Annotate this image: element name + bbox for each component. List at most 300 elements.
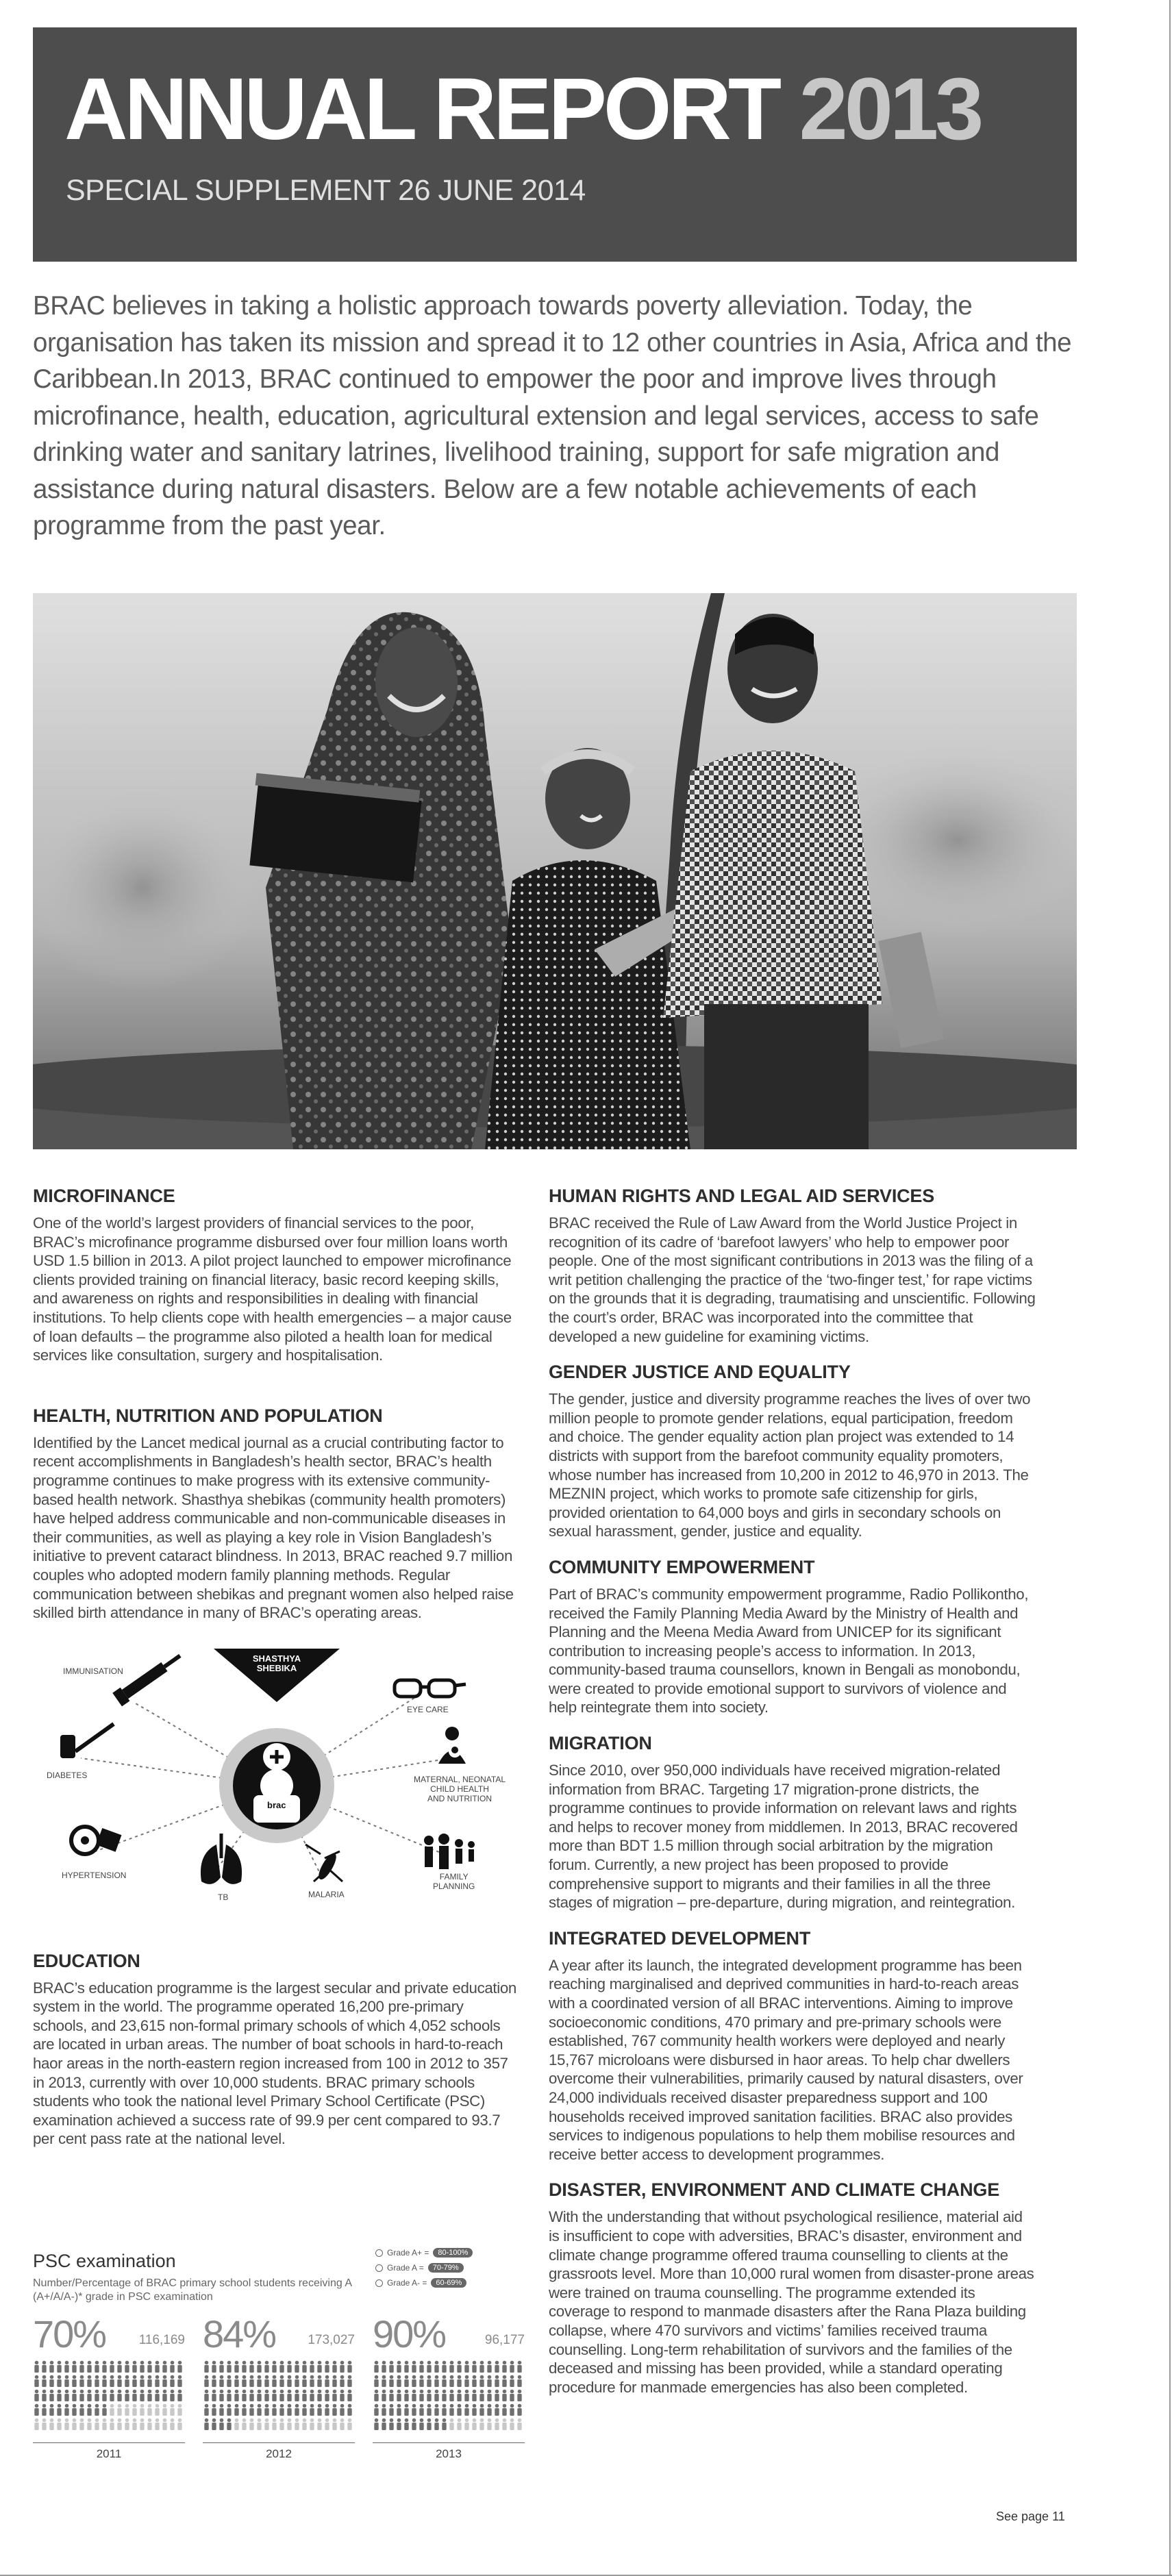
- person-icon-filled: [332, 2390, 336, 2401]
- person-icon-filled: [479, 2390, 484, 2401]
- report-year: 2013: [799, 60, 981, 158]
- person-icon-filled: [310, 2390, 314, 2401]
- person-icon-filled: [340, 2390, 344, 2401]
- person-icon-filled: [219, 2361, 223, 2373]
- person-icon-filled: [325, 2404, 329, 2416]
- person-icon-filled: [272, 2361, 276, 2373]
- legend-range: 80-100%: [433, 2248, 473, 2258]
- person-icon-filled: [132, 2375, 136, 2387]
- person-icon-filled: [310, 2361, 314, 2373]
- person-icon-filled: [279, 2361, 284, 2373]
- person-icon-filled: [79, 2404, 84, 2416]
- person-icon-filled: [317, 2390, 321, 2401]
- person-icon-filled: [102, 2390, 106, 2401]
- person-icon-filled: [57, 2361, 61, 2373]
- person-icon-filled: [302, 2390, 306, 2401]
- psc-year-2011: [33, 2312, 185, 2466]
- health-services-infographic: [33, 1649, 521, 1929]
- human-rights-section: [549, 1185, 1036, 1346]
- person-icon-filled: [442, 2404, 446, 2416]
- person-icon-filled: [302, 2361, 306, 2373]
- disaster-section: [549, 2179, 1036, 2397]
- person-icon-filled: [95, 2390, 99, 2401]
- person-icon-filled: [382, 2390, 386, 2401]
- psc-percent: 90%: [373, 2312, 446, 2355]
- person-icon-filled: [347, 2404, 351, 2416]
- continued-note: See page 11: [996, 2510, 1065, 2523]
- person-icon-filled: [147, 2390, 151, 2401]
- microfinance-section: [33, 1185, 521, 1365]
- person-icon-empty: [177, 2404, 182, 2416]
- person-icon-filled: [487, 2361, 491, 2373]
- person-icon-filled: [457, 2404, 461, 2416]
- psc-year-2012: [203, 2312, 355, 2466]
- left-column: [33, 1185, 521, 2164]
- person-icon-filled: [502, 2375, 506, 2387]
- person-icon-filled: [110, 2361, 114, 2373]
- person-icon-empty: [242, 2418, 246, 2430]
- psc-count: 173,027: [308, 2333, 355, 2347]
- person-icon-filled: [234, 2375, 238, 2387]
- person-icon-filled: [57, 2390, 61, 2401]
- person-icon-filled: [404, 2418, 408, 2430]
- person-icon-filled: [449, 2375, 453, 2387]
- person-icon-filled: [110, 2375, 114, 2387]
- person-icon-filled: [332, 2361, 336, 2373]
- psc-year-label: 2011: [33, 2442, 185, 2461]
- person-icon-filled: [49, 2361, 53, 2373]
- person-icon-empty: [170, 2418, 174, 2430]
- person-icon-filled: [227, 2390, 231, 2401]
- person-icon-empty: [102, 2418, 106, 2430]
- migration-body: Since 2010, over 950,000 individuals have received migration-related information from BRAC. Targeting 17 migration-prone districts, the programme continues to provide information on relevant laws and rights and helps to recover money from middlemen. In 2013, BRAC recovered more than BDT 1.5 million through social arbitration by the migration forum. Currently, a new project has been proposed to provide comprehensive support to migrants and their families in all the three stages of migration – pre-departure, during migration, and reintegration.: [549, 1762, 1018, 1912]
- person-icon-empty: [64, 2418, 68, 2430]
- person-icon-empty: [72, 2418, 76, 2430]
- children-photo: [33, 593, 1077, 1149]
- header-banner: [33, 27, 1077, 262]
- gender-body: The gender, justice and diversity programme reaches the lives of over two million people to promote gender relations, equal participation, freedom and choice. The gender equality action plan project was extended to 14 districts with support from the barefoot community equality promoters, whose number has increased from 10,200 in 2012 to 46,970 in 2013. The MEZNIN project, which works to promote safe citizenship for girls, provided orientation to 64,000 boys and girls in secondary schools on sexual harassment, gender, justice and equality.: [549, 1390, 1031, 1540]
- person-icon-empty: [87, 2418, 91, 2430]
- gender-section: [549, 1361, 1036, 1541]
- person-icon-filled: [389, 2375, 393, 2387]
- person-icon-filled: [257, 2404, 261, 2416]
- person-icon-empty: [347, 2418, 351, 2430]
- person-icon-filled: [279, 2375, 284, 2387]
- person-icon-filled: [510, 2390, 514, 2401]
- person-icon-empty: [34, 2418, 38, 2430]
- person-icon-filled: [397, 2361, 401, 2373]
- person-icon-filled: [412, 2390, 416, 2401]
- person-icon-filled: [242, 2404, 246, 2416]
- person-icon-empty: [155, 2418, 159, 2430]
- human-rights-body: BRAC received the Rule of Law Award from the World Justice Project in recognition of its cadre of ‘barefoot lawyers’ who help to empower poor people. One of the most significant contributions in 2013 was the filing of a writ petition challenging the practice of the ‘two-finger test,’ for rape victims on the grounds that it is degrading, traumatising and unscientific. Following the court’s order, BRAC was incorporated into the committee that developed a new guideline for examining victims.: [549, 1214, 1036, 1345]
- human-rights-heading: HUMAN RIGHTS AND LEGAL AID SERVICES: [549, 1186, 935, 1206]
- person-icon-empty: [287, 2418, 291, 2430]
- person-icon-empty: [162, 2404, 166, 2416]
- intro-paragraph: BRAC believes in taking a holistic approach towards poverty alleviation. Today, the organisation has taken its mission and spread it to 12 other countries in Asia, Africa and the Caribbean.In 2013, BRAC continued to empower the poor and improve lives through microfinance, health, education, agricultural extension and legal services, access to safe drinking water and sanitary latrines, livelihood training, support for safe migration and assistance during natural disasters. Below are a few notable achievements of each programme from the past year.: [33, 291, 1072, 540]
- person-icon-empty: [487, 2418, 491, 2430]
- psc-title: PSC examination: [33, 2251, 176, 2271]
- person-icon-filled: [427, 2361, 431, 2373]
- person-icon-filled: [147, 2361, 151, 2373]
- center-label: [242, 1654, 312, 1673]
- person-icon-filled: [449, 2390, 453, 2401]
- legend-item: [375, 2275, 473, 2290]
- person-icon-empty: [272, 2418, 276, 2430]
- person-icon-filled: [177, 2375, 182, 2387]
- family-icon: [424, 1834, 475, 1869]
- person-icon-filled: [317, 2375, 321, 2387]
- person-icon-filled: [87, 2390, 91, 2401]
- person-icon-empty: [317, 2418, 321, 2430]
- person-icon-filled: [79, 2390, 84, 2401]
- person-icon-filled: [95, 2361, 99, 2373]
- person-icon-empty: [132, 2418, 136, 2430]
- disaster-body: With the understanding that without psychological resilience, material aid is insufficient to cope with adversities, BRAC’s disaster, environment and climate change programme offered trauma counselling to clients at the grassroots level. More than 10,000 rural women from disaster-prone areas were trained on trauma counselling. The programme extended its coverage to respond to manmade disasters after the Rana Plaza building collapse, where 470 survivors and victims’ families received trauma counselling. Long-term rehabilitation of survivors and the families of the deceased and missing has been provided, while a standard operating procedure for manmade emergencies has also been completed.: [549, 2208, 1034, 2396]
- person-icon-filled: [302, 2375, 306, 2387]
- person-icon-filled: [404, 2404, 408, 2416]
- person-icon-filled: [170, 2361, 174, 2373]
- person-icon-filled: [374, 2361, 378, 2373]
- person-icon-empty: [479, 2418, 484, 2430]
- person-icon-empty: [42, 2418, 46, 2430]
- person-icon-filled: [257, 2375, 261, 2387]
- person-icon-filled: [347, 2390, 351, 2401]
- person-icon-filled: [434, 2390, 438, 2401]
- person-icon-empty: [234, 2418, 238, 2430]
- person-icon-filled: [64, 2361, 68, 2373]
- person-icon-filled: [177, 2390, 182, 2401]
- person-icon-filled: [204, 2375, 208, 2387]
- person-icon-filled: [419, 2404, 423, 2416]
- person-icon-filled: [382, 2404, 386, 2416]
- person-icon-filled: [279, 2404, 284, 2416]
- person-icon-filled: [472, 2361, 476, 2373]
- person-icon-filled: [442, 2375, 446, 2387]
- person-icon-filled: [264, 2361, 269, 2373]
- person-icon-filled: [132, 2361, 136, 2373]
- person-icon-filled: [464, 2375, 469, 2387]
- person-icon-filled: [219, 2375, 223, 2387]
- person-icon-filled: [162, 2390, 166, 2401]
- person-icon-filled: [397, 2418, 401, 2430]
- person-icon-filled: [234, 2404, 238, 2416]
- person-icon-filled: [49, 2404, 53, 2416]
- person-icon-filled: [219, 2418, 223, 2430]
- label-diabetes: DIABETES: [47, 1770, 88, 1780]
- brac-logo: brac: [267, 1799, 286, 1810]
- health-section: [33, 1405, 521, 1623]
- person-icon-filled: [219, 2390, 223, 2401]
- person-icon-filled: [140, 2361, 144, 2373]
- person-icon-filled: [479, 2375, 484, 2387]
- person-icon-filled: [125, 2375, 129, 2387]
- label-malaria: MALARIA: [308, 1889, 345, 1899]
- people-icon-grid: [33, 2360, 185, 2433]
- person-icon-filled: [227, 2375, 231, 2387]
- person-icon-filled: [419, 2418, 423, 2430]
- person-icon-filled: [295, 2404, 299, 2416]
- person-icon-filled: [325, 2390, 329, 2401]
- label-maternal: [414, 1775, 506, 1803]
- person-icon-empty: [257, 2418, 261, 2430]
- person-icon-filled: [404, 2390, 408, 2401]
- person-icon-filled: [404, 2375, 408, 2387]
- person-icon-empty: [170, 2404, 174, 2416]
- person-icon-filled: [212, 2361, 216, 2373]
- person-icon-filled: [442, 2418, 446, 2430]
- person-icon-filled: [132, 2390, 136, 2401]
- person-icon-filled: [249, 2404, 253, 2416]
- person-icon-empty: [117, 2404, 121, 2416]
- integrated-section: [549, 1927, 1036, 2164]
- mosquito-icon: [306, 1845, 342, 1881]
- person-icon-filled: [42, 2404, 46, 2416]
- legend-circle-icon: [375, 2279, 383, 2287]
- person-icon-filled: [42, 2375, 46, 2387]
- person-icon-filled: [389, 2361, 393, 2373]
- person-icon-empty: [117, 2418, 121, 2430]
- person-icon-filled: [219, 2404, 223, 2416]
- person-icon-filled: [95, 2375, 99, 2387]
- label-tb: TB: [218, 1892, 229, 1902]
- person-icon-filled: [412, 2361, 416, 2373]
- person-icon-filled: [34, 2404, 38, 2416]
- person-icon-filled: [155, 2375, 159, 2387]
- person-icon-empty: [310, 2418, 314, 2430]
- center-label-line-1: SHASTHYA: [252, 1653, 301, 1664]
- person-icon-filled: [464, 2390, 469, 2401]
- label-eye-care: EYE CARE: [407, 1704, 449, 1714]
- psc-percent: 84%: [203, 2312, 276, 2355]
- person-icon-filled: [389, 2404, 393, 2416]
- person-icon-filled: [510, 2361, 514, 2373]
- person-icon-filled: [287, 2390, 291, 2401]
- person-icon-filled: [227, 2418, 231, 2430]
- person-icon-filled: [317, 2361, 321, 2373]
- person-icon-filled: [510, 2375, 514, 2387]
- person-icon-filled: [502, 2361, 506, 2373]
- person-icon-empty: [110, 2418, 114, 2430]
- person-icon-filled: [310, 2404, 314, 2416]
- microfinance-heading: MICROFINANCE: [33, 1186, 175, 1206]
- person-icon-filled: [155, 2361, 159, 2373]
- person-icon-empty: [125, 2404, 129, 2416]
- person-icon-filled: [234, 2390, 238, 2401]
- person-icon-empty: [472, 2418, 476, 2430]
- migration-heading: MIGRATION: [549, 1733, 652, 1754]
- person-icon-filled: [374, 2404, 378, 2416]
- person-icon-empty: [340, 2418, 344, 2430]
- person-icon-filled: [374, 2390, 378, 2401]
- person-icon-empty: [79, 2418, 84, 2430]
- person-icon-filled: [72, 2375, 76, 2387]
- person-icon-filled: [257, 2390, 261, 2401]
- person-icon-empty: [510, 2418, 514, 2430]
- person-icon-filled: [502, 2390, 506, 2401]
- person-icon-filled: [495, 2375, 499, 2387]
- person-icon-filled: [287, 2375, 291, 2387]
- education-heading: EDUCATION: [33, 1950, 140, 1971]
- person-icon-filled: [42, 2361, 46, 2373]
- person-icon-empty: [57, 2418, 61, 2430]
- children-photo-illustration: [33, 593, 1077, 1149]
- person-icon-filled: [382, 2418, 386, 2430]
- person-icon-filled: [427, 2375, 431, 2387]
- label-family-line-1: FAMILY: [439, 1871, 469, 1881]
- person-icon-filled: [49, 2390, 53, 2401]
- person-icon-filled: [264, 2375, 269, 2387]
- person-icon-empty: [517, 2418, 521, 2430]
- person-icon-filled: [412, 2404, 416, 2416]
- person-icon-filled: [249, 2390, 253, 2401]
- person-icon-filled: [242, 2375, 246, 2387]
- person-icon-filled: [479, 2361, 484, 2373]
- person-icon-filled: [49, 2375, 53, 2387]
- person-icon-empty: [140, 2404, 144, 2416]
- person-icon-filled: [389, 2390, 393, 2401]
- person-icon-filled: [479, 2404, 484, 2416]
- right-column: [549, 1185, 1036, 2412]
- person-icon-empty: [125, 2418, 129, 2430]
- person-icon-filled: [419, 2390, 423, 2401]
- person-icon-filled: [340, 2375, 344, 2387]
- person-icon-filled: [117, 2390, 121, 2401]
- health-body: Identified by the Lancet medical journal as a crucial contributing factor to recent accomplishments in Bangladesh’s health sector, BRAC’s health programme continues to make progress with its extensive community-based health network. Shasthya shebikas (community health promoters) have helped address communicable and non-communicable diseases in their communities, as well as playing a key role in Vision Bangladesh’s initiative to prevent cataract blindness. In 2013, BRAC reached 9.7 million couples who adopted modern family planning methods. Regular communication between shebikas and pregnant women also helped raise skilled birth attendance in many of BRAC’s operating areas.: [33, 1434, 514, 1622]
- person-icon-filled: [397, 2375, 401, 2387]
- person-icon-filled: [495, 2361, 499, 2373]
- person-icon-filled: [264, 2390, 269, 2401]
- person-icon-filled: [434, 2375, 438, 2387]
- person-icon-filled: [510, 2404, 514, 2416]
- person-icon-filled: [102, 2361, 106, 2373]
- person-icon-filled: [502, 2404, 506, 2416]
- community-heading: COMMUNITY EMPOWERMENT: [549, 1556, 815, 1577]
- person-icon-filled: [472, 2375, 476, 2387]
- person-icon-empty: [132, 2404, 136, 2416]
- person-icon-filled: [434, 2404, 438, 2416]
- psc-legend: [375, 2245, 473, 2290]
- legend-label: Grade A+ =: [387, 2248, 429, 2258]
- person-icon-filled: [310, 2375, 314, 2387]
- person-icon-empty: [332, 2418, 336, 2430]
- person-icon-filled: [242, 2390, 246, 2401]
- person-icon-empty: [264, 2418, 269, 2430]
- person-icon-empty: [295, 2418, 299, 2430]
- person-icon-filled: [125, 2390, 129, 2401]
- legend-item: [375, 2260, 473, 2275]
- person-icon-filled: [257, 2361, 261, 2373]
- person-icon-empty: [464, 2418, 469, 2430]
- diabetes-meter-icon: [60, 1724, 114, 1758]
- person-icon-filled: [295, 2361, 299, 2373]
- person-icon-filled: [412, 2375, 416, 2387]
- education-body: BRAC’s education programme is the largest secular and private education system in the world. The programme operated 16,200 pre-primary schools, and 23,615 non-formal primary schools of which 4,052 schools are located in urban areas. The number of boat schools in hard-to-reach haor areas in the north-eastern region increased from 100 in 2012 to 357 in 2013, currently with over 10,000 students. BRAC primary schools students who took the national level Primary School Certificate (PSC) examination achieved a success rate of 99.9 per cent compared to 93.7 per cent pass rate at the national level.: [33, 1979, 516, 2148]
- person-icon-filled: [72, 2404, 76, 2416]
- person-icon-filled: [412, 2418, 416, 2430]
- person-icon-filled: [457, 2361, 461, 2373]
- report-title-text: ANNUAL REPORT: [64, 60, 778, 158]
- community-body: Part of BRAC’s community empowerment programme, Radio Pollikontho, received the Family Planning Media Award by the Ministry of Health and Planning and the Meena Media Award from UNICEP for its significant contribution to increasing people’s access to information. In 2013, community-based trauma counsellors, known in Bengali as monobondu, were created to provide emotional support to survivors of violence and help reintegrate them into society.: [549, 1585, 1029, 1716]
- person-icon-filled: [34, 2361, 38, 2373]
- label-maternal-line-1: MATERNAL, NEONATAL: [414, 1774, 506, 1784]
- person-icon-filled: [449, 2404, 453, 2416]
- report-subtitle: SPECIAL SUPPLEMENT 26 JUNE 2014: [66, 174, 586, 207]
- legend-circle-icon: [375, 2264, 383, 2272]
- psc-count: 96,177: [484, 2333, 525, 2347]
- legend-circle-icon: [375, 2249, 383, 2257]
- person-icon-filled: [427, 2418, 431, 2430]
- person-icon-filled: [249, 2375, 253, 2387]
- person-icon-empty: [325, 2418, 329, 2430]
- person-icon-filled: [227, 2404, 231, 2416]
- person-icon-filled: [374, 2418, 378, 2430]
- person-icon-filled: [340, 2361, 344, 2373]
- person-icon-filled: [117, 2375, 121, 2387]
- person-icon-filled: [42, 2390, 46, 2401]
- community-section: [549, 1556, 1036, 1717]
- person-icon-empty: [147, 2404, 151, 2416]
- label-immunisation: IMMUNISATION: [63, 1666, 123, 1676]
- label-family-line-2: PLANNING: [433, 1881, 475, 1891]
- person-icon-empty: [177, 2418, 182, 2430]
- syringe-icon: [112, 1649, 185, 1706]
- person-icon-filled: [249, 2361, 253, 2373]
- person-icon-filled: [64, 2375, 68, 2387]
- psc-chart: [33, 2248, 525, 2470]
- person-icon-filled: [340, 2404, 344, 2416]
- person-icon-filled: [204, 2404, 208, 2416]
- person-icon-filled: [204, 2361, 208, 2373]
- person-icon-filled: [125, 2361, 129, 2373]
- person-icon-filled: [442, 2390, 446, 2401]
- person-icon-filled: [472, 2404, 476, 2416]
- person-icon-filled: [212, 2418, 216, 2430]
- person-icon-filled: [102, 2375, 106, 2387]
- blood-pressure-icon: [71, 1827, 121, 1854]
- person-icon-filled: [397, 2390, 401, 2401]
- person-icon-filled: [332, 2375, 336, 2387]
- person-icon-filled: [110, 2390, 114, 2401]
- legend-range: 70-79%: [428, 2263, 464, 2273]
- person-icon-filled: [234, 2361, 238, 2373]
- person-icon-filled: [347, 2361, 351, 2373]
- person-icon-empty: [249, 2418, 253, 2430]
- education-section: [33, 1950, 521, 2149]
- person-icon-empty: [95, 2418, 99, 2430]
- person-icon-filled: [287, 2404, 291, 2416]
- person-icon-filled: [419, 2375, 423, 2387]
- person-icon-filled: [117, 2361, 121, 2373]
- person-icon-filled: [140, 2375, 144, 2387]
- label-maternal-line-3: AND NUTRITION: [427, 1793, 493, 1803]
- person-icon-empty: [495, 2418, 499, 2430]
- legend-range: 60-69%: [431, 2278, 466, 2288]
- person-icon-filled: [464, 2361, 469, 2373]
- center-label-line-2: SHEBIKA: [256, 1662, 297, 1673]
- health-heading: HEALTH, NUTRITION AND POPULATION: [33, 1405, 383, 1426]
- integrated-body: A year after its launch, the integrated development programme has been reaching marginalised and deprived communities in hard-to-reach areas with a coordinated version of all BRAC interventions. Aiming to improve socioeconomic conditions, 470 primary and pre-primary schools were established, 767 community health workers were deployed and nearly 15,767 microloans were disbursed in haor areas. To help char dwellers overcome their vulnerabilities, primarily caused by natural disasters, over 24,000 individuals received disaster preparedness support and 100 households received improved sanitation facilities. BRAC also provides services to indigenous populations to help them mobilise resources and receive better access to development programmes.: [549, 1956, 1023, 2163]
- person-icon-filled: [87, 2375, 91, 2387]
- person-icon-empty: [302, 2418, 306, 2430]
- person-icon-filled: [242, 2361, 246, 2373]
- person-icon-filled: [495, 2404, 499, 2416]
- person-icon-filled: [457, 2390, 461, 2401]
- person-icon-empty: [140, 2418, 144, 2430]
- person-icon-filled: [487, 2404, 491, 2416]
- person-icon-filled: [382, 2361, 386, 2373]
- psc-year-label: 2012: [203, 2442, 355, 2461]
